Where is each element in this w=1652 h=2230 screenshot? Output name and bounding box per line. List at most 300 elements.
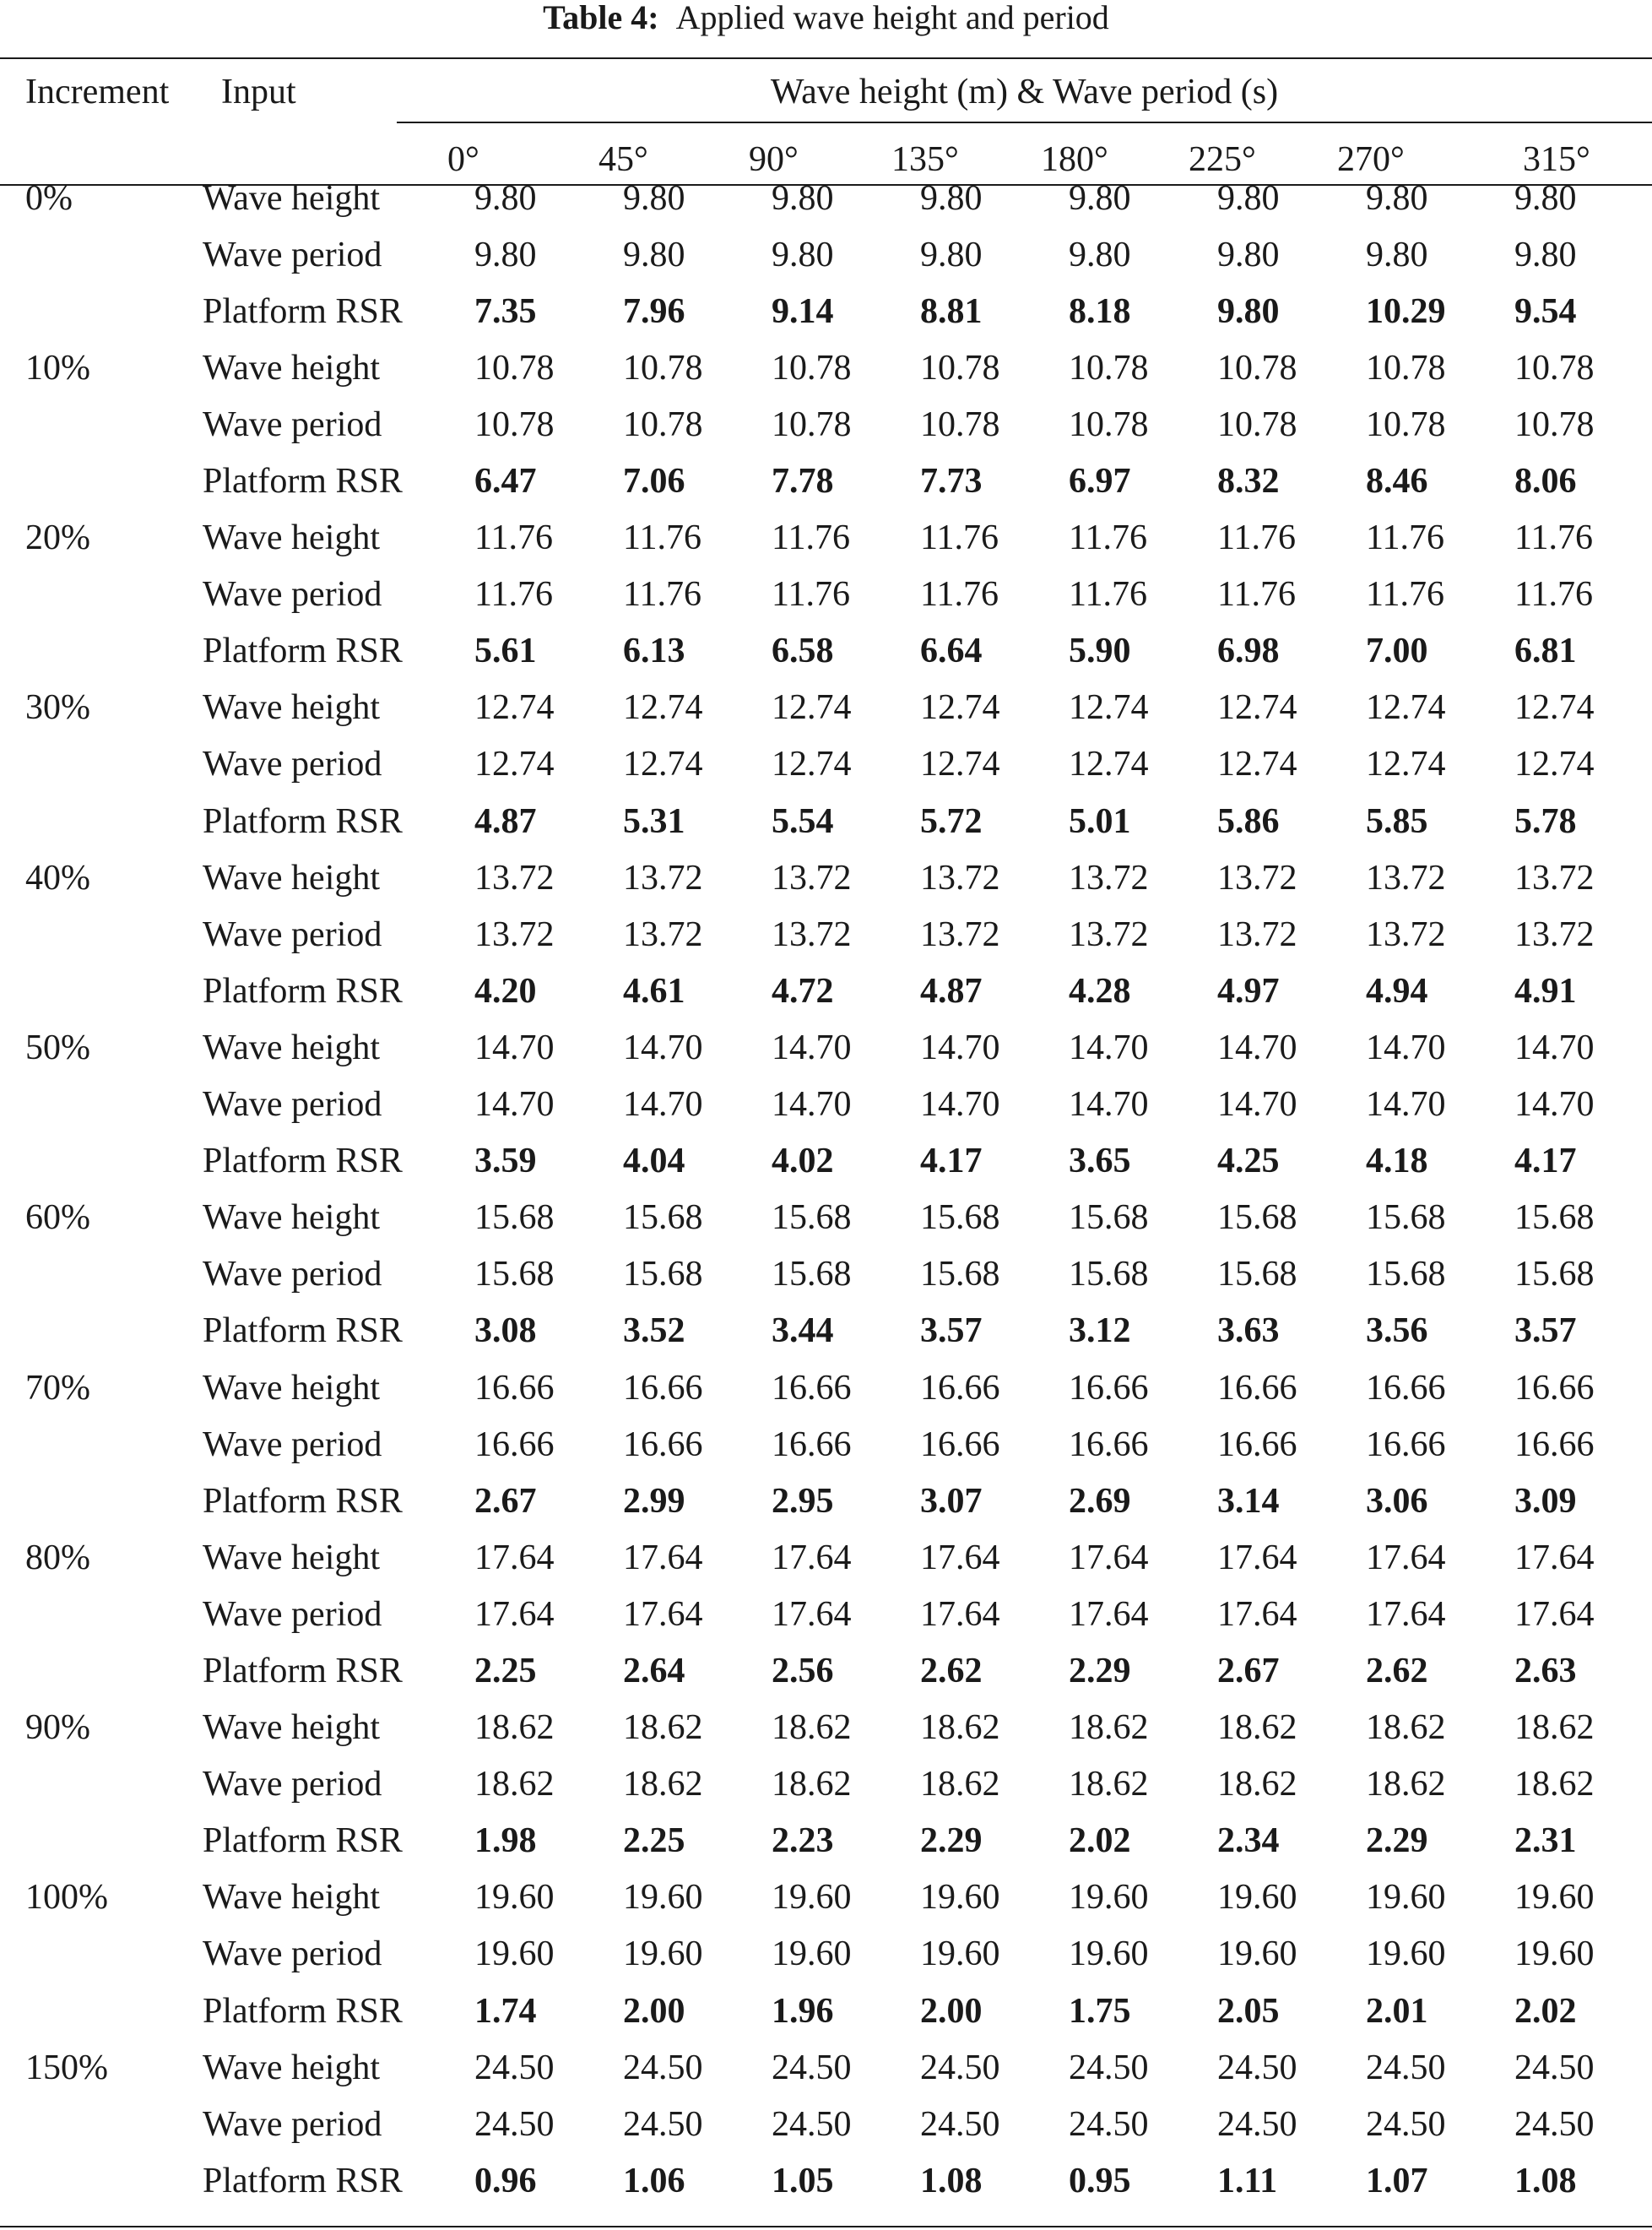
value-cell: 14.70 bbox=[1366, 1085, 1446, 1125]
rsr-value-cell: 2.29 bbox=[1366, 1821, 1428, 1861]
value-cell: 12.74 bbox=[1069, 688, 1149, 728]
input-label-cell: Wave height bbox=[203, 1198, 381, 1238]
value-cell: 17.64 bbox=[1366, 1538, 1446, 1577]
input-label-cell: Wave period bbox=[203, 575, 382, 615]
value-cell: 18.62 bbox=[1514, 1708, 1595, 1748]
table-row bbox=[0, 736, 1652, 793]
value-cell: 16.66 bbox=[1217, 1424, 1297, 1464]
value-cell: 24.50 bbox=[623, 2104, 703, 2144]
rsr-value-cell: 2.25 bbox=[623, 1821, 685, 1861]
input-label-cell: Wave period bbox=[203, 1424, 382, 1464]
value-cell: 12.74 bbox=[920, 688, 1000, 728]
input-label-cell: Platform RSR bbox=[203, 2161, 403, 2200]
table-row bbox=[0, 1926, 1652, 1983]
rsr-value-cell: 9.14 bbox=[772, 291, 834, 331]
value-cell: 19.60 bbox=[1514, 1878, 1595, 1918]
rsr-value-cell: 1.96 bbox=[772, 1991, 834, 2031]
rsr-value-cell: 5.31 bbox=[623, 801, 685, 841]
value-cell: 17.64 bbox=[1514, 1538, 1595, 1577]
input-label-cell: Wave period bbox=[203, 1934, 382, 1974]
value-cell: 24.50 bbox=[1514, 2104, 1595, 2144]
rsr-value-cell: 4.20 bbox=[474, 971, 537, 1011]
increment-cell bbox=[0, 1416, 196, 1473]
header-direction: 0° bbox=[447, 140, 479, 179]
increment-cell bbox=[0, 1077, 196, 1133]
table-row bbox=[0, 2039, 1652, 2096]
value-cell: 14.70 bbox=[1514, 1028, 1595, 1067]
table-row bbox=[0, 1133, 1652, 1190]
value-cell: 10.78 bbox=[920, 348, 1000, 388]
increment-cell: 60% bbox=[25, 1198, 90, 1238]
value-cell: 14.70 bbox=[772, 1028, 852, 1067]
rsr-value-cell: 2.63 bbox=[1514, 1651, 1577, 1690]
increment-cell bbox=[0, 1813, 196, 1869]
value-cell: 11.76 bbox=[1514, 575, 1593, 615]
value-cell: 18.62 bbox=[920, 1708, 1000, 1748]
value-cell: 11.76 bbox=[920, 575, 999, 615]
value-cell: 12.74 bbox=[1514, 688, 1595, 728]
value-cell: 10.78 bbox=[772, 404, 852, 444]
rsr-value-cell: 5.54 bbox=[772, 801, 834, 841]
input-label-cell: Wave period bbox=[203, 1085, 382, 1125]
value-cell: 18.62 bbox=[772, 1708, 852, 1748]
rsr-value-cell: 2.34 bbox=[1217, 1821, 1280, 1861]
bottom-rule bbox=[0, 2226, 1652, 2227]
value-cell: 9.80 bbox=[474, 178, 537, 218]
value-cell: 13.72 bbox=[920, 914, 1000, 954]
value-cell: 9.80 bbox=[1069, 235, 1131, 274]
input-label-cell: Wave height bbox=[203, 1708, 381, 1748]
value-cell: 18.62 bbox=[1366, 1708, 1446, 1748]
rsr-value-cell: 7.35 bbox=[474, 291, 537, 331]
value-cell: 12.74 bbox=[772, 745, 852, 784]
table-body bbox=[0, 170, 1652, 2209]
input-label-cell: Platform RSR bbox=[203, 1311, 403, 1351]
rsr-value-cell: 7.96 bbox=[623, 291, 685, 331]
input-label-cell: Wave period bbox=[203, 235, 382, 274]
value-cell: 16.66 bbox=[623, 1424, 703, 1464]
table-row bbox=[0, 680, 1652, 736]
value-cell: 14.70 bbox=[1217, 1028, 1297, 1067]
rsr-value-cell: 5.90 bbox=[1069, 632, 1131, 671]
increment-cell: 30% bbox=[25, 688, 90, 728]
rsr-value-cell: 9.80 bbox=[1217, 291, 1280, 331]
value-cell: 14.70 bbox=[623, 1028, 703, 1067]
value-cell: 24.50 bbox=[1514, 2048, 1595, 2087]
value-cell: 12.74 bbox=[1514, 745, 1595, 784]
rsr-value-cell: 2.29 bbox=[920, 1821, 983, 1861]
input-label-cell: Platform RSR bbox=[203, 291, 403, 331]
value-cell: 24.50 bbox=[1069, 2104, 1149, 2144]
value-cell: 24.50 bbox=[474, 2048, 555, 2087]
value-cell: 14.70 bbox=[920, 1085, 1000, 1125]
value-cell: 15.68 bbox=[623, 1255, 703, 1294]
value-cell: 17.64 bbox=[1366, 1594, 1446, 1634]
value-cell: 19.60 bbox=[1366, 1934, 1446, 1974]
value-cell: 16.66 bbox=[1366, 1368, 1446, 1408]
increment-cell bbox=[0, 1133, 196, 1190]
header-direction: 180° bbox=[1041, 140, 1108, 179]
table-row bbox=[0, 963, 1652, 1019]
value-cell: 16.66 bbox=[1366, 1424, 1446, 1464]
input-label-cell: Platform RSR bbox=[203, 801, 403, 841]
rsr-value-cell: 1.08 bbox=[1514, 2161, 1577, 2200]
rsr-value-cell: 3.09 bbox=[1514, 1481, 1577, 1521]
value-cell: 14.70 bbox=[474, 1085, 555, 1125]
rsr-value-cell: 4.61 bbox=[623, 971, 685, 1011]
increment-cell bbox=[0, 283, 196, 339]
rsr-value-cell: 2.05 bbox=[1217, 1991, 1280, 2031]
value-cell: 15.68 bbox=[772, 1198, 852, 1238]
value-cell: 12.74 bbox=[1217, 745, 1297, 784]
rsr-value-cell: 1.07 bbox=[1366, 2161, 1428, 2200]
input-label-cell: Platform RSR bbox=[203, 1821, 403, 1861]
header-group: Wave height (m) & Wave period (s) bbox=[770, 73, 1279, 111]
value-cell: 11.76 bbox=[772, 575, 850, 615]
table-row bbox=[0, 453, 1652, 509]
increment-cell bbox=[0, 2096, 196, 2152]
rsr-value-cell: 4.17 bbox=[920, 1142, 983, 1181]
value-cell: 15.68 bbox=[772, 1255, 852, 1294]
value-cell: 13.72 bbox=[474, 858, 555, 898]
value-cell: 9.80 bbox=[1514, 178, 1577, 218]
value-cell: 13.72 bbox=[772, 914, 852, 954]
rsr-value-cell: 4.91 bbox=[1514, 971, 1577, 1011]
table-row bbox=[0, 1642, 1652, 1699]
value-cell: 18.62 bbox=[623, 1708, 703, 1748]
value-cell: 19.60 bbox=[1217, 1934, 1297, 1974]
input-label-cell: Wave period bbox=[203, 914, 382, 954]
rsr-value-cell: 3.06 bbox=[1366, 1481, 1428, 1521]
value-cell: 11.76 bbox=[1217, 575, 1296, 615]
value-cell: 18.62 bbox=[920, 1765, 1000, 1804]
value-cell: 24.50 bbox=[920, 2104, 1000, 2144]
value-cell: 9.80 bbox=[1069, 178, 1131, 218]
value-cell: 17.64 bbox=[772, 1594, 852, 1634]
increment-cell: 90% bbox=[25, 1708, 90, 1748]
table-row bbox=[0, 1416, 1652, 1473]
value-cell: 13.72 bbox=[1069, 858, 1149, 898]
value-cell: 10.78 bbox=[1069, 348, 1149, 388]
value-cell: 11.76 bbox=[772, 518, 850, 558]
value-cell: 10.78 bbox=[623, 404, 703, 444]
table-row bbox=[0, 1869, 1652, 1926]
value-cell: 14.70 bbox=[623, 1085, 703, 1125]
value-cell: 17.64 bbox=[1069, 1538, 1149, 1577]
value-cell: 17.64 bbox=[772, 1538, 852, 1577]
rsr-value-cell: 6.47 bbox=[474, 462, 537, 502]
value-cell: 10.78 bbox=[1069, 404, 1149, 444]
rsr-value-cell: 2.67 bbox=[474, 1481, 537, 1521]
increment-cell bbox=[0, 963, 196, 1019]
rsr-value-cell: 2.00 bbox=[623, 1991, 685, 2031]
increment-cell: 80% bbox=[25, 1538, 90, 1577]
value-cell: 10.78 bbox=[474, 348, 555, 388]
value-cell: 11.76 bbox=[920, 518, 999, 558]
table-caption bbox=[0, 0, 1652, 35]
rsr-value-cell: 2.62 bbox=[1366, 1651, 1428, 1690]
value-cell: 14.70 bbox=[1069, 1028, 1149, 1067]
value-cell: 13.72 bbox=[474, 914, 555, 954]
rsr-value-cell: 3.44 bbox=[772, 1311, 834, 1351]
table-row bbox=[0, 1756, 1652, 1813]
value-cell: 12.74 bbox=[772, 688, 852, 728]
value-cell: 10.78 bbox=[1514, 404, 1595, 444]
table-row bbox=[0, 1019, 1652, 1076]
value-cell: 17.64 bbox=[1217, 1538, 1297, 1577]
input-label-cell: Platform RSR bbox=[203, 1142, 403, 1181]
increment-cell bbox=[0, 567, 196, 623]
rsr-value-cell: 3.07 bbox=[920, 1481, 983, 1521]
increment-cell bbox=[0, 623, 196, 680]
rsr-value-cell: 2.62 bbox=[920, 1651, 983, 1690]
input-label-cell: Wave height bbox=[203, 858, 381, 898]
value-cell: 13.72 bbox=[1366, 858, 1446, 898]
value-cell: 19.60 bbox=[623, 1878, 703, 1918]
table-row bbox=[0, 339, 1652, 396]
value-cell: 15.68 bbox=[1069, 1255, 1149, 1294]
header-direction: 45° bbox=[599, 140, 648, 179]
rsr-value-cell: 6.13 bbox=[623, 632, 685, 671]
value-cell: 24.50 bbox=[772, 2104, 852, 2144]
rsr-value-cell: 0.95 bbox=[1069, 2161, 1131, 2200]
value-cell: 19.60 bbox=[1514, 1934, 1595, 1974]
rsr-value-cell: 7.00 bbox=[1366, 632, 1428, 671]
value-cell: 13.72 bbox=[920, 858, 1000, 898]
value-cell: 24.50 bbox=[920, 2048, 1000, 2087]
input-label-cell: Wave height bbox=[203, 518, 381, 558]
value-cell: 24.50 bbox=[772, 2048, 852, 2087]
value-cell: 17.64 bbox=[623, 1538, 703, 1577]
rsr-value-cell: 3.56 bbox=[1366, 1311, 1428, 1351]
increment-cell: 0% bbox=[25, 178, 73, 218]
value-cell: 17.64 bbox=[1217, 1594, 1297, 1634]
table-row bbox=[0, 1529, 1652, 1586]
increment-cell bbox=[0, 1473, 196, 1529]
table-row bbox=[0, 906, 1652, 963]
header-direction: 135° bbox=[891, 140, 959, 179]
value-cell: 9.80 bbox=[623, 178, 685, 218]
value-cell: 14.70 bbox=[1366, 1028, 1446, 1067]
table-row bbox=[0, 2096, 1652, 2152]
value-cell: 16.66 bbox=[920, 1368, 1000, 1408]
rsr-value-cell: 4.94 bbox=[1366, 971, 1428, 1011]
value-cell: 11.76 bbox=[1366, 518, 1444, 558]
value-cell: 15.68 bbox=[1069, 1198, 1149, 1238]
value-cell: 19.60 bbox=[920, 1934, 1000, 1974]
value-cell: 9.80 bbox=[1217, 235, 1280, 274]
wave-table bbox=[0, 170, 1652, 2209]
rsr-value-cell: 2.23 bbox=[772, 1821, 834, 1861]
value-cell: 13.72 bbox=[1069, 914, 1149, 954]
value-cell: 24.50 bbox=[1366, 2104, 1446, 2144]
increment-cell bbox=[0, 736, 196, 793]
input-label-cell: Wave period bbox=[203, 745, 382, 784]
value-cell: 19.60 bbox=[474, 1934, 555, 1974]
header-direction: 315° bbox=[1523, 140, 1590, 179]
value-cell: 17.64 bbox=[920, 1594, 1000, 1634]
value-cell: 13.72 bbox=[623, 858, 703, 898]
value-cell: 18.62 bbox=[1514, 1765, 1595, 1804]
table-row bbox=[0, 1303, 1652, 1359]
rsr-value-cell: 1.74 bbox=[474, 1991, 537, 2031]
value-cell: 17.64 bbox=[474, 1594, 555, 1634]
value-cell: 12.74 bbox=[1366, 688, 1446, 728]
value-cell: 9.80 bbox=[1217, 178, 1280, 218]
value-cell: 13.72 bbox=[1217, 914, 1297, 954]
table-row bbox=[0, 1473, 1652, 1529]
value-cell: 16.66 bbox=[1069, 1424, 1149, 1464]
rsr-value-cell: 6.81 bbox=[1514, 632, 1577, 671]
rsr-value-cell: 2.69 bbox=[1069, 1481, 1131, 1521]
value-cell: 12.74 bbox=[1366, 745, 1446, 784]
table-row bbox=[0, 170, 1652, 226]
value-cell: 10.78 bbox=[623, 348, 703, 388]
increment-cell bbox=[0, 1586, 196, 1642]
value-cell: 24.50 bbox=[1366, 2048, 1446, 2087]
value-cell: 15.68 bbox=[474, 1255, 555, 1294]
value-cell: 13.72 bbox=[772, 858, 852, 898]
value-cell: 14.70 bbox=[920, 1028, 1000, 1067]
input-label-cell: Wave height bbox=[203, 348, 381, 388]
table-row bbox=[0, 1586, 1652, 1642]
value-cell: 10.78 bbox=[474, 404, 555, 444]
rsr-value-cell: 3.52 bbox=[623, 1311, 685, 1351]
value-cell: 16.66 bbox=[474, 1424, 555, 1464]
input-label-cell: Wave period bbox=[203, 1594, 382, 1634]
input-label-cell: Platform RSR bbox=[203, 632, 403, 671]
value-cell: 19.60 bbox=[920, 1878, 1000, 1918]
value-cell: 18.62 bbox=[1366, 1765, 1446, 1804]
value-cell: 11.76 bbox=[474, 575, 553, 615]
rsr-value-cell: 2.29 bbox=[1069, 1651, 1131, 1690]
rsr-value-cell: 4.18 bbox=[1366, 1142, 1428, 1181]
input-label-cell: Wave height bbox=[203, 2048, 381, 2087]
value-cell: 11.76 bbox=[1217, 518, 1296, 558]
value-cell: 15.68 bbox=[1366, 1198, 1446, 1238]
value-cell: 18.62 bbox=[1217, 1765, 1297, 1804]
table-row bbox=[0, 1700, 1652, 1756]
value-cell: 19.60 bbox=[474, 1878, 555, 1918]
value-cell: 24.50 bbox=[1069, 2048, 1149, 2087]
increment-cell bbox=[0, 1642, 196, 1699]
value-cell: 16.66 bbox=[920, 1424, 1000, 1464]
table-caption-label: Table 4: bbox=[543, 0, 659, 36]
top-rule bbox=[0, 57, 1652, 59]
value-cell: 15.68 bbox=[1514, 1198, 1595, 1238]
input-label-cell: Platform RSR bbox=[203, 462, 403, 502]
input-label-cell: Platform RSR bbox=[203, 1991, 403, 2031]
value-cell: 19.60 bbox=[1069, 1878, 1149, 1918]
value-cell: 18.62 bbox=[1069, 1708, 1149, 1748]
value-cell: 16.66 bbox=[474, 1368, 555, 1408]
value-cell: 18.62 bbox=[474, 1765, 555, 1804]
value-cell: 15.68 bbox=[1514, 1255, 1595, 1294]
rsr-value-cell: 1.08 bbox=[920, 2161, 983, 2200]
rsr-value-cell: 10.29 bbox=[1366, 291, 1446, 331]
rsr-value-cell: 1.06 bbox=[623, 2161, 685, 2200]
value-cell: 24.50 bbox=[474, 2104, 555, 2144]
table-row bbox=[0, 2152, 1652, 2209]
input-label-cell: Platform RSR bbox=[203, 1651, 403, 1690]
rsr-value-cell: 3.57 bbox=[1514, 1311, 1577, 1351]
rsr-value-cell: 5.85 bbox=[1366, 801, 1428, 841]
value-cell: 11.76 bbox=[474, 518, 553, 558]
value-cell: 10.78 bbox=[1366, 348, 1446, 388]
rsr-value-cell: 5.61 bbox=[474, 632, 537, 671]
increment-cell bbox=[0, 453, 196, 509]
value-cell: 17.64 bbox=[474, 1538, 555, 1577]
rsr-value-cell: 6.97 bbox=[1069, 462, 1131, 502]
rsr-value-cell: 2.01 bbox=[1366, 1991, 1428, 2031]
input-label-cell: Wave height bbox=[203, 1028, 381, 1067]
value-cell: 16.66 bbox=[1217, 1368, 1297, 1408]
input-label-cell: Platform RSR bbox=[203, 1481, 403, 1521]
rsr-value-cell: 4.87 bbox=[474, 801, 537, 841]
value-cell: 12.74 bbox=[1069, 745, 1149, 784]
rsr-value-cell: 6.64 bbox=[920, 632, 983, 671]
value-cell: 13.72 bbox=[623, 914, 703, 954]
value-cell: 19.60 bbox=[1069, 1934, 1149, 1974]
value-cell: 13.72 bbox=[1514, 858, 1595, 898]
table-row bbox=[0, 396, 1652, 453]
increment-cell bbox=[0, 226, 196, 283]
input-label-cell: Wave period bbox=[203, 404, 382, 444]
value-cell: 18.62 bbox=[772, 1765, 852, 1804]
value-cell: 16.66 bbox=[1514, 1368, 1595, 1408]
table-row bbox=[0, 1190, 1652, 1246]
increment-cell bbox=[0, 1756, 196, 1813]
table-row bbox=[0, 1077, 1652, 1133]
value-cell: 17.64 bbox=[623, 1594, 703, 1634]
table-row bbox=[0, 793, 1652, 849]
value-cell: 12.74 bbox=[1217, 688, 1297, 728]
value-cell: 13.72 bbox=[1366, 914, 1446, 954]
increment-cell bbox=[0, 1926, 196, 1983]
rsr-value-cell: 2.64 bbox=[623, 1651, 685, 1690]
rsr-value-cell: 3.59 bbox=[474, 1142, 537, 1181]
input-label-cell: Wave height bbox=[203, 688, 381, 728]
value-cell: 14.70 bbox=[1217, 1085, 1297, 1125]
value-cell: 19.60 bbox=[1366, 1878, 1446, 1918]
value-cell: 9.80 bbox=[772, 178, 834, 218]
rsr-value-cell: 4.97 bbox=[1217, 971, 1280, 1011]
input-label-cell: Wave period bbox=[203, 2104, 382, 2144]
rsr-value-cell: 3.65 bbox=[1069, 1142, 1131, 1181]
group-rule bbox=[397, 122, 1652, 123]
rsr-value-cell: 8.18 bbox=[1069, 291, 1131, 331]
value-cell: 13.72 bbox=[1217, 858, 1297, 898]
rsr-value-cell: 6.98 bbox=[1217, 632, 1280, 671]
increment-cell: 20% bbox=[25, 518, 90, 558]
table-caption-text: Applied wave height and period bbox=[675, 0, 1109, 36]
value-cell: 10.78 bbox=[1217, 348, 1297, 388]
rsr-value-cell: 4.28 bbox=[1069, 971, 1131, 1011]
value-cell: 19.60 bbox=[1217, 1878, 1297, 1918]
table-row bbox=[0, 283, 1652, 339]
value-cell: 24.50 bbox=[623, 2048, 703, 2087]
value-cell: 16.66 bbox=[1514, 1424, 1595, 1464]
value-cell: 9.80 bbox=[772, 235, 834, 274]
rsr-value-cell: 4.72 bbox=[772, 971, 834, 1011]
rsr-value-cell: 3.57 bbox=[920, 1311, 983, 1351]
header-direction: 90° bbox=[749, 140, 799, 179]
value-cell: 12.74 bbox=[474, 688, 555, 728]
rsr-value-cell: 3.63 bbox=[1217, 1311, 1280, 1351]
value-cell: 16.66 bbox=[772, 1424, 852, 1464]
rsr-value-cell: 7.06 bbox=[623, 462, 685, 502]
value-cell: 12.74 bbox=[474, 745, 555, 784]
